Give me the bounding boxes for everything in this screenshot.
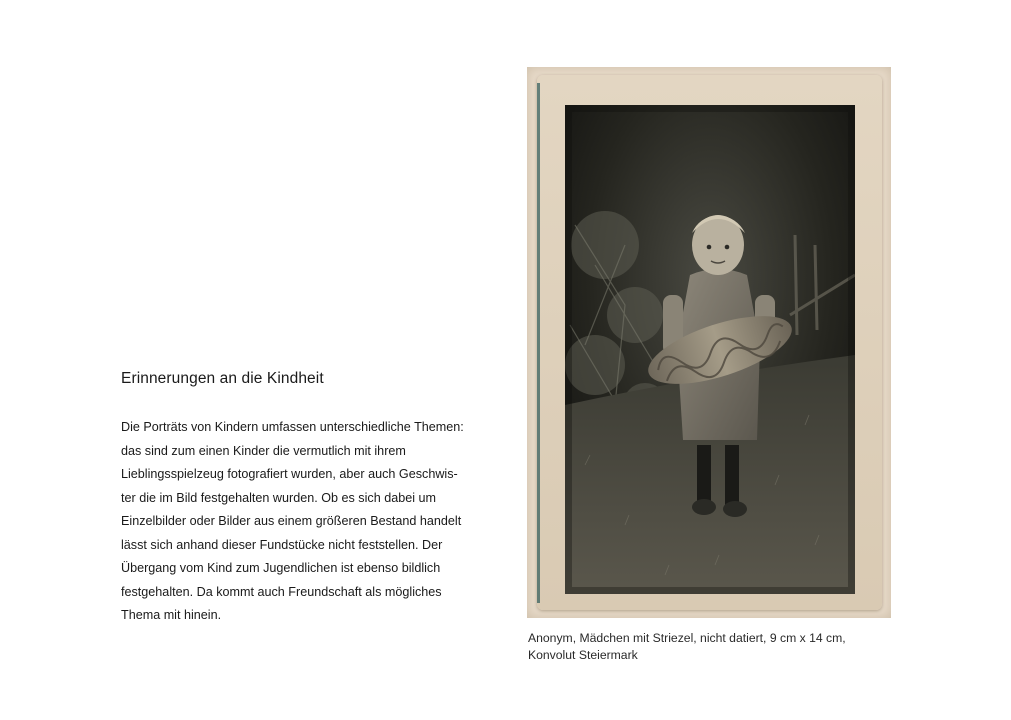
- body-line: Lieblingsspielzeug fotografiert wurden, aber auch Geschwis-: [121, 467, 458, 481]
- body-line: lässt sich anhand dieser Fundstücke nicht feststellen. Der: [121, 537, 443, 552]
- section-heading: Erinnerungen an die Kindheit: [121, 370, 324, 387]
- body-line: Übergang vom Kind zum Jugendlichen ist ebenso bildlich: [121, 561, 441, 575]
- body-line: das sind zum einen Kinder die vermutlich mit ihrem: [121, 443, 406, 458]
- vintage-photo-card: [537, 75, 882, 610]
- body-line: ter die im Bild festgehalten wurden. Ob es sich dabei um: [121, 490, 437, 505]
- body-line: Die Porträts von Kindern umfassen unterschiedliche Themen:: [121, 420, 464, 434]
- body-line: Thema mit hinein.: [121, 608, 222, 622]
- photo-caption: [528, 630, 948, 664]
- photo-girl-with-striezel: [565, 105, 855, 594]
- card-edge: [537, 83, 540, 603]
- photo-frame: [527, 67, 891, 618]
- body-line: festgehalten. Da kommt auch Freundschaft als mögliches: [121, 584, 442, 599]
- body-paragraph: [121, 416, 501, 628]
- caption-line: Konvolut Steiermark: [528, 648, 638, 662]
- body-line: Einzelbilder oder Bilder aus einem größeren Bestand handelt: [121, 514, 462, 528]
- caption-line: Anonym, Mädchen mit Striezel, nicht datiert, 9 cm x 14 cm,: [528, 631, 846, 645]
